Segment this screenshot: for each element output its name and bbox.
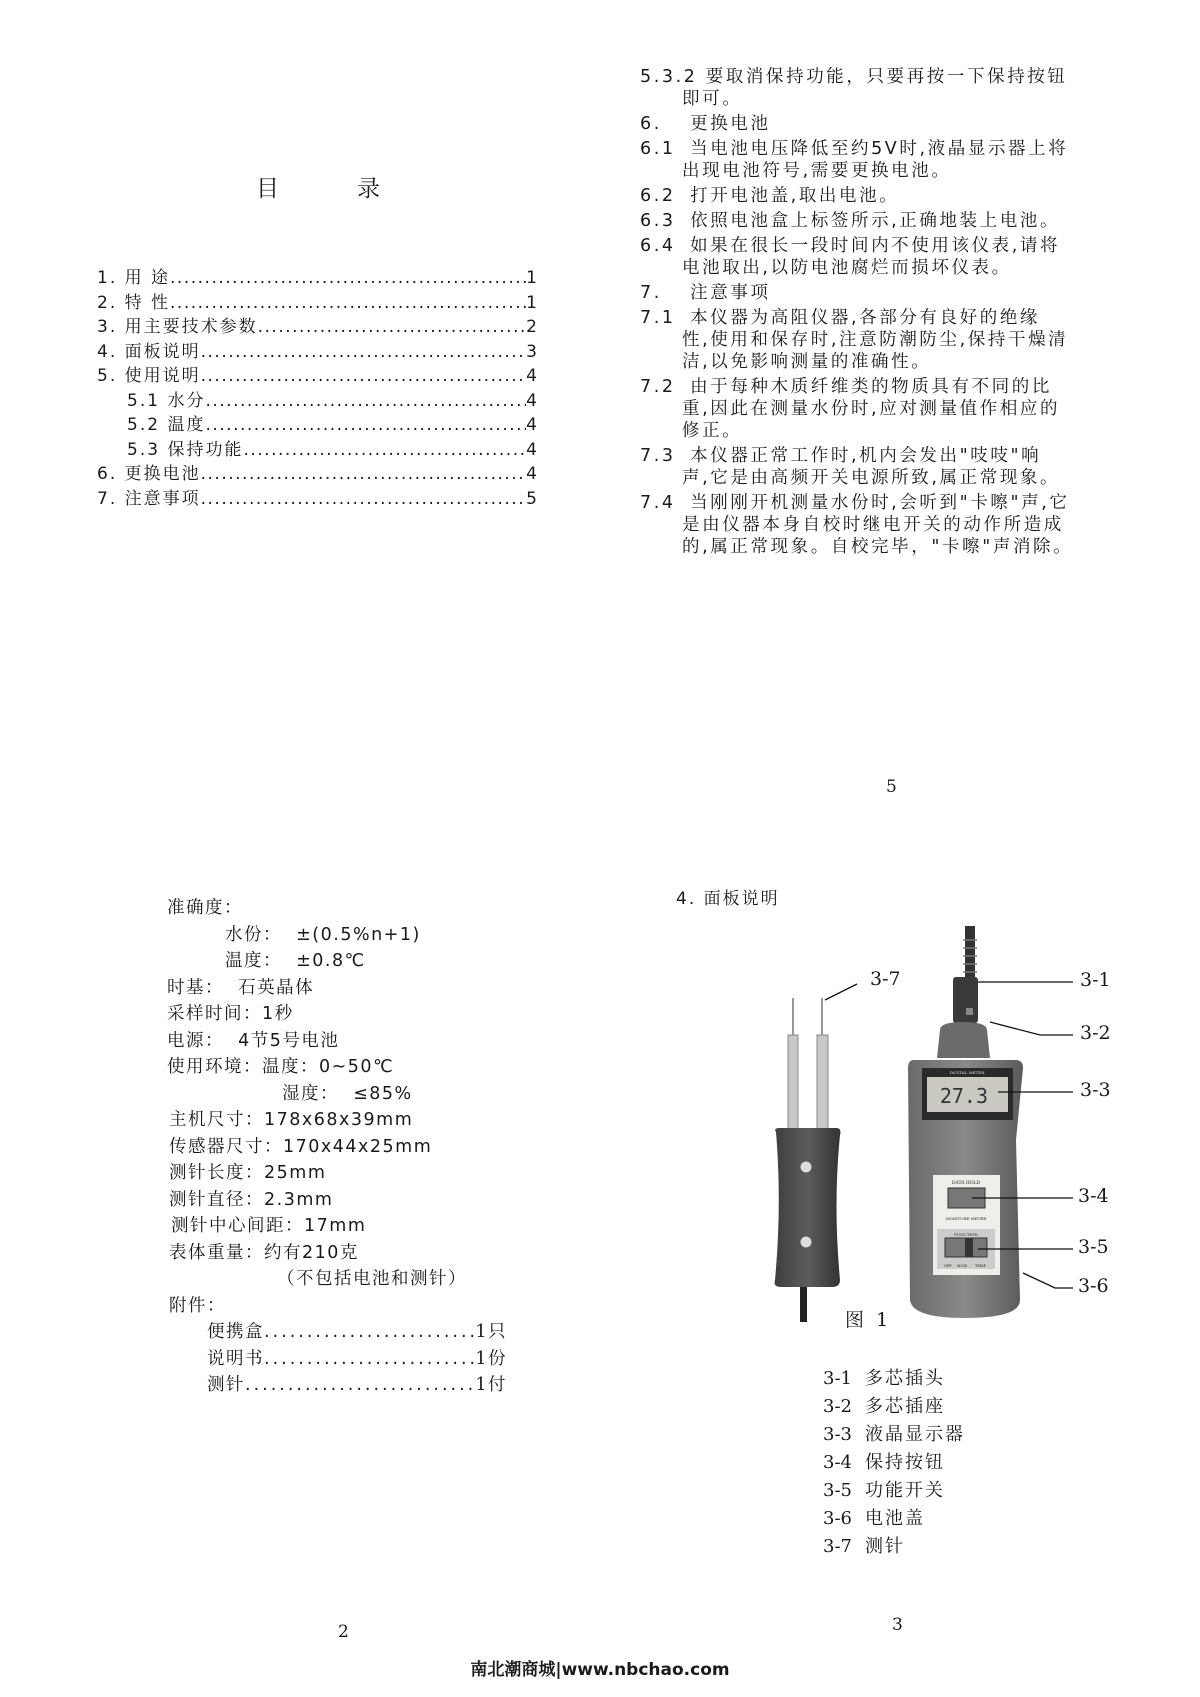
section-text: 是由仪器本身自校时继电开关的动作所造成 (682, 515, 1064, 535)
legend-code: 3-7 (823, 1536, 852, 1557)
page-number-3: 3 (892, 1615, 903, 1635)
hold-label: DATA HOLD (951, 1181, 981, 1186)
section-text: 打开电池盖,取出电池。 (690, 186, 900, 206)
accessory-name: 测针 (207, 1375, 245, 1395)
legend-item (823, 1449, 965, 1477)
toc-entry-page: 1 (526, 292, 539, 313)
toc-entry-page: 4 (526, 390, 539, 411)
legend-item (823, 1533, 965, 1561)
legend-code: 3-6 (823, 1508, 852, 1529)
callout-3-3: 3-3 (1080, 1079, 1111, 1101)
spec-line: 温度： ±0.8℃ (225, 951, 366, 971)
toc-entry-label: 6. 更换电池 (97, 464, 201, 484)
legend-item (823, 1393, 965, 1421)
footer-watermark: 南北潮商城|www.nbchao.com (470, 1660, 730, 1680)
probe-screw-top (800, 1161, 812, 1173)
accessory-name: 说明书 (207, 1348, 264, 1369)
section-number: 7.4 (640, 493, 676, 513)
toc-entry-label: 5.1 水分 (127, 390, 206, 411)
section-text: 修正。 (682, 421, 743, 441)
toc-entry-label: 5. 使用说明 (97, 366, 201, 386)
meter (908, 926, 1023, 1318)
callout-3-4: 3-4 (1078, 1185, 1109, 1207)
spec-line: 测针直径：2.3mm (169, 1189, 334, 1210)
coil-cable (965, 926, 975, 978)
callout-3-7: 3-7 (870, 968, 901, 990)
legend-label: 多芯插座 (865, 1396, 945, 1417)
toc-entry-page: 1 (526, 268, 539, 288)
legend-code: 3-1 (823, 1368, 852, 1389)
spec-line: 测针长度：25mm (169, 1163, 327, 1183)
toc-entry-label: 4. 面板说明 (97, 341, 201, 362)
legend-item (823, 1365, 965, 1393)
toc-entry-label: 7. 注意事项 (97, 488, 201, 509)
toc-entry-page: 4 (526, 366, 539, 386)
callout-3-6: 3-6 (1078, 1275, 1109, 1297)
section-text: 当电池电压降低至约5V时,液晶显示器上将 (690, 139, 1069, 159)
section-text: 声,它是由高频开关电源所致,属正常现象。 (682, 468, 1061, 488)
switch-off-label: OFF (944, 1264, 952, 1268)
legend-code: 3-3 (823, 1424, 852, 1445)
lcd-reading: 27.3 (939, 1084, 988, 1108)
socket-collar (937, 1022, 990, 1058)
callout-3-5: 3-5 (1078, 1236, 1109, 1258)
model-label: MOISTURE METER (945, 1216, 987, 1221)
toc-title-right: 录 (357, 176, 380, 202)
callout-3-1: 3-1 (1080, 969, 1111, 991)
spec-line: 表体重量：约有210克 (169, 1242, 359, 1263)
legend-item (823, 1421, 965, 1449)
toc-entry-page: 5 (526, 488, 539, 509)
toc-entry-page: 4 (526, 415, 539, 435)
section-number: 6.3 (640, 211, 676, 231)
section-text: 要取消保持功能，只要再按一下保持按钮 (705, 67, 1068, 87)
spec-line: 使用环境：温度：0~50℃ (167, 1057, 395, 1077)
function-label: FUNCTION (954, 1232, 978, 1237)
section-text: 重,因此在测量水份时,应对测量值作相应的 (682, 399, 1061, 419)
section-text: 当刚刚开机测量水份时,会听到"卡嚓"声,它 (690, 493, 1070, 513)
section-number: 5.3.2 (640, 67, 698, 87)
legend-code: 3-4 (823, 1452, 852, 1473)
section-number: 7.1 (640, 308, 676, 328)
section-text: 洁,以免影响测量的准确性。 (682, 352, 932, 372)
callout-3-2: 3-2 (1080, 1022, 1111, 1044)
legend-item (823, 1505, 965, 1533)
legend-label: 测针 (865, 1536, 905, 1557)
switch-mois-label: MOIS (957, 1264, 968, 1268)
toc-entry-page: 2 (526, 317, 539, 337)
spec-line: 湿度： ≤85% (282, 1083, 413, 1104)
legend-label: 液晶显示器 (865, 1424, 965, 1445)
legend-label: 多芯插头 (865, 1368, 945, 1389)
spec-line: 时基： 石英晶体 (167, 977, 315, 998)
accessory-name: 便携盒 (207, 1322, 264, 1342)
toc-title-left: 目 (256, 176, 279, 202)
toc-entry-page: 3 (526, 341, 539, 362)
page-number-2: 2 (338, 1622, 349, 1642)
section-text: 更换电池 (690, 114, 771, 134)
section-text: 如果在很长一段时间内不使用该仪表,请将 (690, 236, 1061, 256)
section-number: 6.2 (640, 186, 676, 206)
section-text: 出现电池符号,需要更换电池。 (682, 161, 952, 181)
section-text: 电池取出,以防电池腐烂而损坏仪表。 (682, 258, 1012, 278)
figure-legend (823, 1365, 965, 1561)
accessory-qty: 1份 (475, 1348, 507, 1369)
section-number: 7. (640, 283, 662, 303)
section-text: 的,属正常现象。自校完毕，"卡嚓"声消除。 (682, 537, 1074, 557)
spec-line: 电源： 4节5号电池 (167, 1030, 340, 1051)
legend-label: 功能开关 (865, 1480, 945, 1501)
section-text: 性,使用和保存时,注意防潮防尘,保持干燥清 (682, 330, 1069, 350)
legend-code: 3-2 (823, 1396, 852, 1417)
panel-heading: 4. 面板说明 (676, 889, 780, 909)
toc-entry-page: 4 (526, 439, 539, 460)
section-number: 6.4 (640, 236, 676, 256)
switch-temp-label: TEMP (975, 1264, 986, 1268)
section-text: 本仪器正常工作时,机内会发出"吱吱"响 (690, 446, 1042, 466)
spec-line: （不包括电池和测针） (277, 1269, 467, 1289)
toc-entry-label: 2. 特 性 (97, 292, 171, 313)
needle-sleeve-right (817, 1035, 828, 1130)
section-number: 7.2 (640, 377, 676, 397)
spec-line: 附件： (169, 1295, 226, 1316)
spec-line: 传感器尺寸：170x44x25mm (169, 1136, 433, 1157)
meter-brand-label: DIGITAL METER (949, 1070, 985, 1075)
section-text: 即可。 (682, 89, 743, 109)
section-text: 依照电池盒上标签所示,正确地装上电池。 (690, 211, 1061, 231)
spec-line: 主机尺寸：178x68x39mm (169, 1110, 414, 1130)
legend-label: 电池盖 (865, 1508, 925, 1529)
accessory-qty: 1只 (475, 1322, 507, 1342)
section-number: 7.3 (640, 446, 676, 466)
legend-label: 保持按钮 (865, 1452, 945, 1473)
probe (775, 998, 841, 1322)
multi-pin-plug (953, 977, 978, 1023)
needle-sleeve-left (788, 1035, 798, 1130)
toc-entry-label: 3. 用主要技术参数 (97, 317, 258, 337)
figure-caption: 图 1 (845, 1309, 889, 1331)
accessory-qty: 1付 (475, 1375, 507, 1395)
section-text: 本仪器为高阻仪器,各部分有良好的绝缘 (690, 308, 1041, 328)
legend-item (823, 1477, 965, 1505)
spec-line: 测针中心间距：17mm (171, 1216, 367, 1236)
section-number: 6. (640, 114, 662, 134)
probe-handle (775, 1128, 841, 1287)
spec-line: 水份： ±(0.5%n+1) (225, 924, 421, 945)
legend-code: 3-5 (823, 1480, 852, 1501)
spec-line: 采样时间：1秒 (167, 1004, 294, 1024)
probe-screw-bottom (800, 1236, 812, 1248)
toc-entry-page: 4 (526, 464, 539, 484)
page-number-5: 5 (886, 777, 897, 797)
section-number: 6.1 (640, 139, 676, 159)
toc-entry-label: 5.2 温度 (127, 415, 206, 435)
toc-entry-label: 5.3 保持功能 (127, 439, 244, 460)
toc-entry-label: 1. 用 途 (97, 268, 171, 288)
section-text: 注意事项 (690, 283, 771, 303)
spec-line: 准确度： (167, 898, 243, 918)
section-text: 由于每种木质纤维类的物质具有不同的比 (690, 377, 1052, 397)
